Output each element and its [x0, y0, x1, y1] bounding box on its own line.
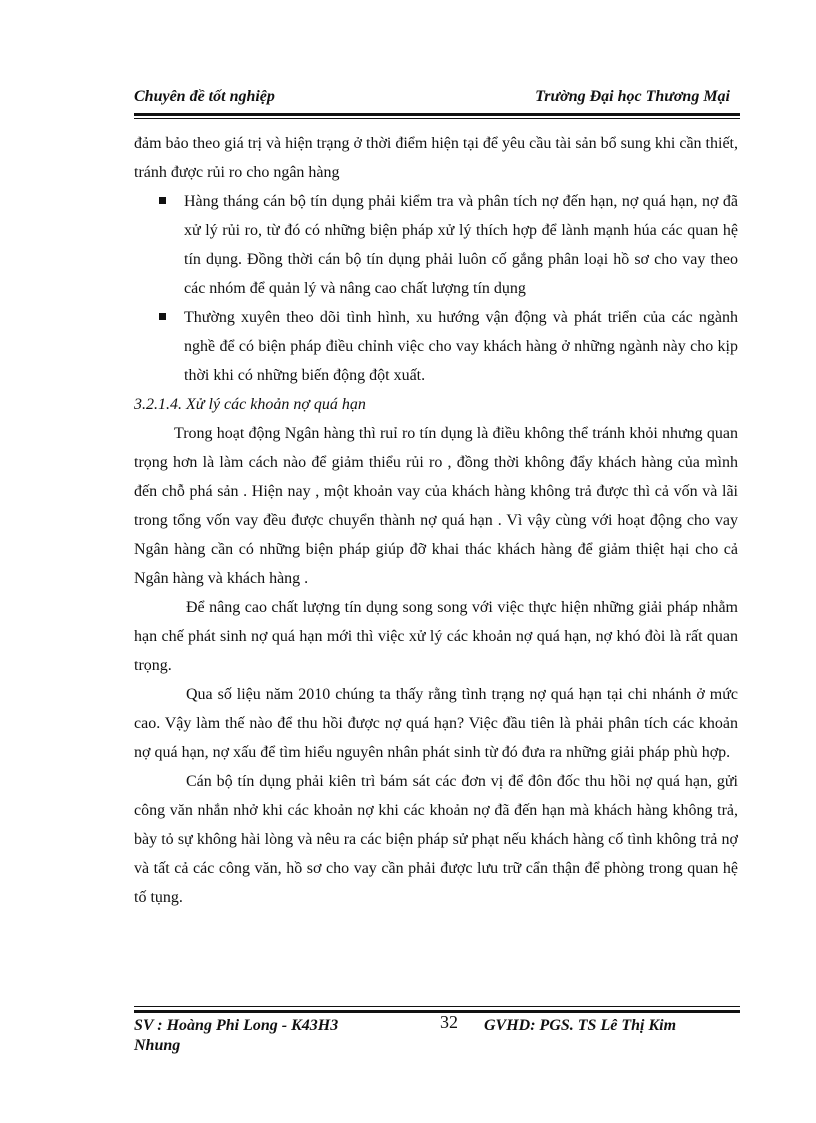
- paragraph: Cán bộ tín dụng phải kiên trì bám sát các đơn vị để đôn đốc thu hồi nợ quá hạn, gửi công văn nhắn nhở khi các khoản nợ khi các khoản nợ đã đến hạn mà khách hàng không trả, bày tỏ sự không hài lòng và nêu ra các biện pháp sử phạt nếu khách hàng cố tình không trả nợ và tất cả các công văn, hồ sơ cho vay cần phải được lưu trữ cẩn thận để phòng trong quan hệ tố tụng.: [134, 773, 738, 906]
- footer-advisor: GVHD: PGS. TS Lê Thị Kim: [484, 1017, 677, 1034]
- header-rule-thin: [134, 118, 740, 119]
- bullet-text: Hàng tháng cán bộ tín dụng phải kiểm tra và phân tích nợ đến hạn, nợ quá hạn, nợ đã xử lý rủi ro, từ đó có những biện pháp xử lý thích hợp để lành mạnh húa các quan hệ tín dụng. Đồng thời cán bộ tín dụng phải luôn cố gắng phân loại hồ sơ cho vay theo các nhóm để quản lý và nâng cao chất lượng tín dụng: [184, 193, 738, 297]
- paragraph: Qua số liệu năm 2010 chúng ta thấy rằng tình trạng nợ quá hạn tại chi nhánh ở mức cao. Vậy làm thế nào để thu hồi được nợ quá hạn? Việc đầu tiên là phải phân tích các khoản nợ quá hạn, nợ xấu để tìm hiểu nguyên nhân phát sinh từ đó đưa ra những giải pháp phù hợp.: [134, 686, 738, 761]
- header-rule-thick: [134, 113, 740, 116]
- page-header: [134, 88, 740, 110]
- header-title: Chuyên đề tốt nghiệp: [134, 88, 275, 105]
- header-school: Trường Đại học Thương Mại: [535, 88, 730, 105]
- footer-advisor-overflow: Nhung: [134, 1037, 181, 1054]
- bullet-square-icon: [159, 197, 166, 204]
- section-heading: 3.2.1.4. Xử lý các khoản nợ quá hạn: [134, 396, 366, 413]
- paragraph-continuation: đảm bảo theo giá trị và hiện trạng ở thời điểm hiện tại để yêu cầu tài sản bổ sung khi cần thiết, tránh được rủi ro cho ngân hàng: [134, 135, 738, 181]
- paragraph: Để nâng cao chất lượng tín dụng song song với việc thực hiện những giải pháp nhằm hạn chế phát sinh nợ quá hạn mới thì việc xử lý các khoản nợ quá hạn, nợ khó đòi là rất quan trọng.: [134, 599, 738, 674]
- footer-rule-thick: [134, 1010, 740, 1013]
- page-number: 32: [440, 1012, 458, 1032]
- footer-rule-thin: [134, 1006, 740, 1007]
- bullet-square-icon: [159, 313, 166, 320]
- bullet-item: [134, 187, 738, 303]
- bullet-text: Thường xuyên theo dõi tình hình, xu hướng vận động và phát triển của các ngành nghề để có biện pháp điều chỉnh việc cho vay khách hàng ở những ngành này cho kịp thời khi có những biến động đột xuất.: [184, 309, 738, 384]
- page-body: [134, 129, 738, 912]
- bullet-item: [134, 303, 738, 390]
- paragraph: Trong hoạt động Ngân hàng thì ruỉ ro tín dụng là điều không thể tránh khỏi nhưng quan trọng hơn là làm cách nào để giảm thiểu rủi ro , đồng thời không đẩy khách hàng của mình đến chỗ phá sản . Hiện nay , một khoản vay của khách hàng không trả được thì cả vốn và lãi trong tổng vốn vay đều được chuyển thành nợ quá hạn . Vì vậy cùng với hoạt động cho vay Ngân hàng cần có những biện pháp giúp đỡ khai thác khách hàng để giảm thiệt hại cho cả Ngân hàng và khách hàng .: [134, 425, 738, 587]
- footer-student: SV : Hoàng Phi Long - K43H3: [134, 1017, 339, 1034]
